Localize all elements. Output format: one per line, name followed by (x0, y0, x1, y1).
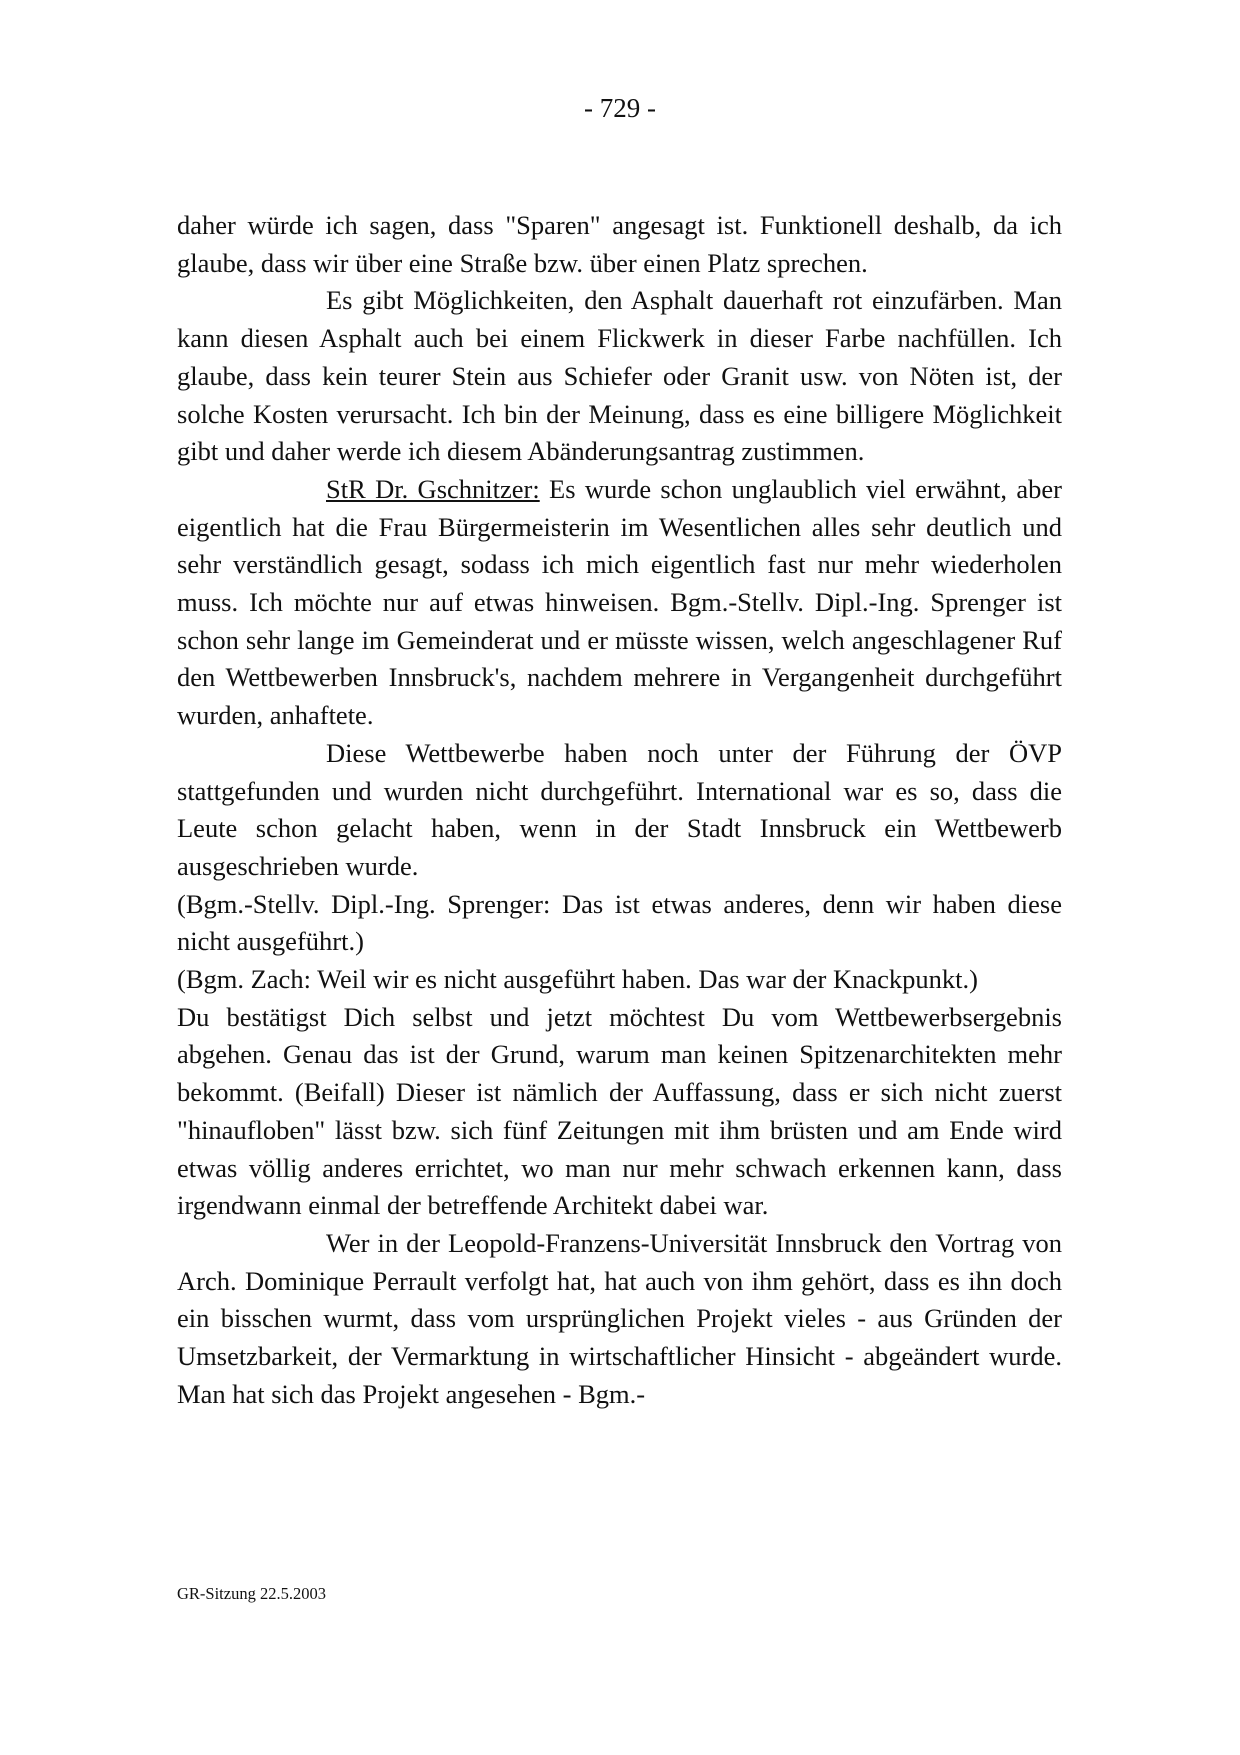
paragraph-text: Es gibt Möglichkeiten, den Asphalt dauerhaft rot einzufärben. Man kann diesen Asphalt auch bei einem Flickwerk in dieser Farbe nachfüllen. Ich glaube, dass kein teurer Stein aus Schiefer oder Granit usw. von Nöten ist, der solche Kosten verursacht. Ich bin der Meinung, dass es eine billigere Möglichkeit gibt und daher werde ich diesem Abänderungsantrag zustimmen. (177, 285, 1062, 467)
paragraph-text: (Bgm.-Stellv. Dipl.-Ing. Sprenger: Das ist etwas anderes, denn wir haben diese nicht ausgeführt.) (177, 888, 1062, 957)
document-body (177, 207, 1062, 1414)
paragraph-text: Wer in der Leopold-Franzens-Universität Innsbruck den Vortrag von Arch. Dominique Perrault verfolgt hat, hat auch von ihm gehört, dass es ihn doch ein bisschen wurmt, dass vom ursprünglichen Projekt vieles - aus Gründen der Umsetzbarkeit, der Vermarktung in wirtschaftlicher Hinsicht - abgeändert wurde. Man hat sich das Projekt angesehen - Bgm.- (177, 1227, 1062, 1409)
paragraph-text: Du bestätigst Dich selbst und jetzt möchtest Du vom Wettbewerbsergebnis abgehen. Genau das ist der Grund, warum man keinen Spitzenarchitekten mehr bekommt. (Beifall) Dieser ist nämlich der Auffassung, dass er sich nicht zuerst "hinaufloben" lässt bzw. sich fünf Zeitungen mit ihm brüsten und am Ende wird etwas völlig anderes errichtet, wo man nur mehr schwach erkennen kann, dass irgendwann einmal der betreffende Architekt dabei war. (177, 1001, 1062, 1221)
paragraph (177, 471, 1062, 735)
paragraph (177, 735, 1062, 886)
paragraph-text: (Bgm. Zach: Weil wir es nicht ausgeführt haben. Das war der Knackpunkt.) (177, 964, 978, 995)
paragraph (177, 207, 1062, 282)
page-number: - 729 - (584, 93, 656, 123)
interjection (177, 886, 1062, 961)
paragraph (177, 282, 1062, 471)
paragraph (177, 1225, 1062, 1414)
paragraph (177, 999, 1062, 1225)
interjection (177, 961, 1062, 999)
speaker-name: StR Dr. Gschnitzer: (326, 473, 540, 504)
paragraph-text: Es wurde schon unglaublich viel erwähnt, aber eigentlich hat die Frau Bürgermeisterin im Wesentlichen alles sehr deutlich und sehr verständlich gesagt, sodass ich mich eigentlich fast nur mehr wiederholen muss. Ich möchte nur auf etwas hinweisen. Bgm.-Stellv. Dipl.-Ing. Sprenger ist schon sehr lange im Gemeinderat und er müsste wissen, welch angeschlagener Ruf den Wettbewerben Innsbruck's, nachdem mehrere in Vergangenheit durchgeführt wurden, anhaftete. (177, 473, 1062, 731)
paragraph-text: daher würde ich sagen, dass "Sparen" angesagt ist. Funktionell deshalb, da ich glaube, dass wir über eine Straße bzw. über einen Platz sprechen. (177, 210, 1062, 278)
footer-session-date: GR-Sitzung 22.5.2003 (177, 1584, 326, 1603)
paragraph-text: Diese Wettbewerbe haben noch unter der Führung der ÖVP stattgefunden und wurden nicht durchgeführt. International war es so, dass die Leute schon gelacht haben, wenn in der Stadt Innsbruck ein Wettbewerb ausgeschrieben wurde. (177, 737, 1062, 881)
